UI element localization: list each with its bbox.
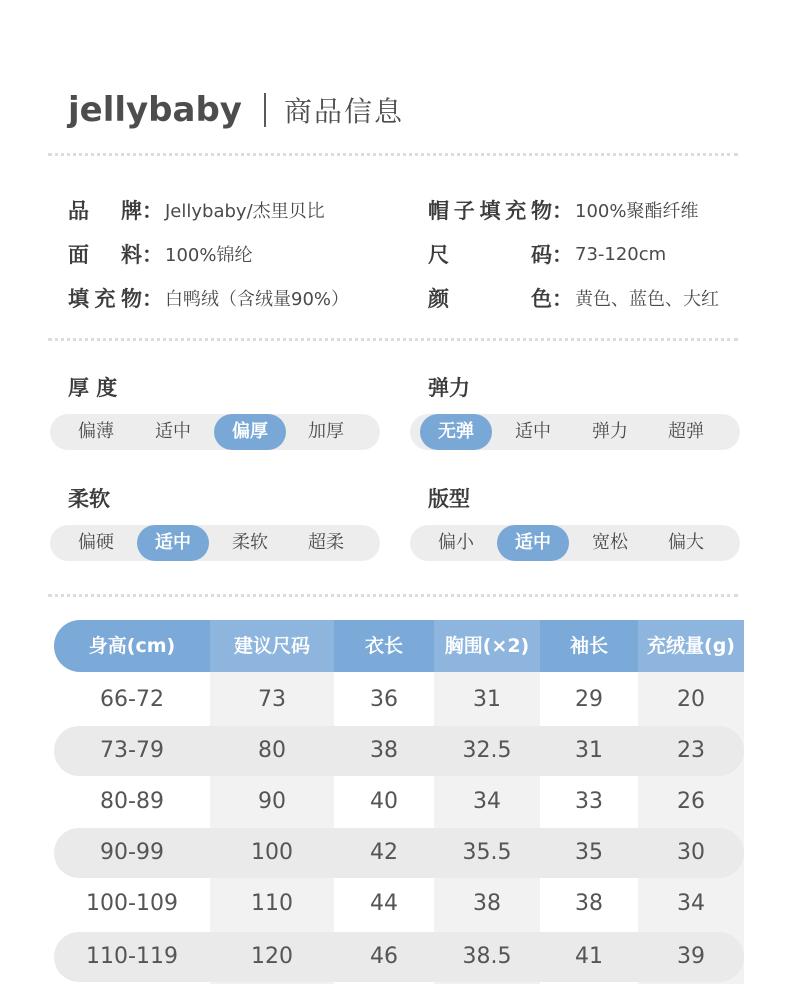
header-suggested-size: 建议尺码 — [210, 620, 334, 672]
elasticity-option-4[interactable]: 超弹 — [668, 421, 704, 442]
thickness-selector — [50, 414, 380, 450]
softness-option-3[interactable]: 柔软 — [232, 532, 268, 553]
info-column-right — [428, 188, 719, 320]
thickness-option-2[interactable]: 适中 — [155, 421, 191, 442]
info-label-brand: 品 牌： — [68, 199, 163, 223]
attr-title-thickness: 厚 度 — [68, 376, 118, 400]
attr-title-fit: 版型 — [428, 487, 470, 511]
info-row-fabric — [68, 232, 349, 276]
softness-selector — [50, 525, 380, 561]
info-label-color: 颜 色： — [428, 287, 573, 311]
softness-option-1[interactable]: 偏硬 — [78, 532, 114, 553]
dotted-divider-bottom — [48, 594, 738, 597]
table-header — [54, 620, 744, 672]
softness-option-4[interactable]: 超柔 — [308, 532, 344, 553]
header-chest: 胸围(×2) — [434, 620, 540, 672]
info-row-color — [428, 276, 719, 320]
attr-title-elasticity: 弹力 — [428, 376, 470, 400]
info-row-hood-filling — [428, 188, 719, 232]
elasticity-option-2[interactable]: 适中 — [515, 421, 551, 442]
info-value-fabric: 100%锦纶 — [165, 245, 253, 266]
fit-option-4[interactable]: 偏大 — [668, 532, 704, 553]
info-row-filling — [68, 276, 349, 320]
thickness-option-3[interactable]: 偏厚 — [214, 414, 286, 450]
header-down-weight: 充绒量(g) — [638, 620, 744, 672]
attr-title-softness: 柔软 — [68, 487, 110, 511]
info-value-brand: Jellybaby/杰里贝比 — [165, 201, 325, 222]
info-label-fabric: 面 料： — [68, 243, 163, 267]
header — [68, 84, 404, 136]
fit-option-2[interactable]: 适中 — [497, 525, 569, 561]
dotted-divider-middle — [48, 338, 738, 341]
elasticity-option-1[interactable]: 无弹 — [420, 414, 492, 450]
info-value-size: 73-120cm — [575, 243, 667, 265]
info-row-brand — [68, 188, 349, 232]
page-title: 商品信息 — [283, 95, 404, 128]
info-label-filling: 填 充 物： — [68, 287, 163, 311]
elasticity-option-3[interactable]: 弹力 — [592, 421, 628, 442]
header-divider — [264, 93, 266, 127]
header-sleeve: 袖长 — [569, 635, 608, 657]
header-length: 衣长 — [364, 635, 403, 657]
info-column-left — [68, 188, 349, 320]
brand-logo: jellybaby — [68, 90, 242, 130]
info-label-size: 尺 码： — [428, 243, 573, 267]
size-table: 身高(cm) 建议尺码 衣长 胸围(×2) 袖长 充绒量(g) 66-72 73 36 31 29 20 73-79 80 38 32.5 31 23 80-89 90 40 34 33 26 90-99 100 42 35.5 35 30 100-109 110 44 38 38 34 110-119 120 46 38.5 41 39 — [54, 620, 744, 984]
fit-option-3[interactable]: 宽松 — [592, 532, 628, 553]
softness-option-2[interactable]: 适中 — [137, 525, 209, 561]
thickness-option-4[interactable]: 加厚 — [308, 421, 344, 442]
info-value-color: 黄色、蓝色、大红 — [575, 289, 719, 310]
info-label-hood-filling: 帽 子 填 充 物： — [428, 199, 573, 223]
elasticity-selector — [410, 414, 740, 450]
header-height: 身高(cm) — [88, 635, 176, 657]
fit-selector — [410, 525, 740, 561]
fit-option-1[interactable]: 偏小 — [438, 532, 474, 553]
dotted-divider-top — [48, 153, 738, 156]
thickness-option-1[interactable]: 偏薄 — [78, 421, 114, 442]
info-row-size — [428, 232, 719, 276]
info-value-hood-filling: 100%聚酯纤维 — [575, 201, 699, 222]
info-value-filling: 白鸭绒（含绒量90%） — [165, 289, 350, 310]
